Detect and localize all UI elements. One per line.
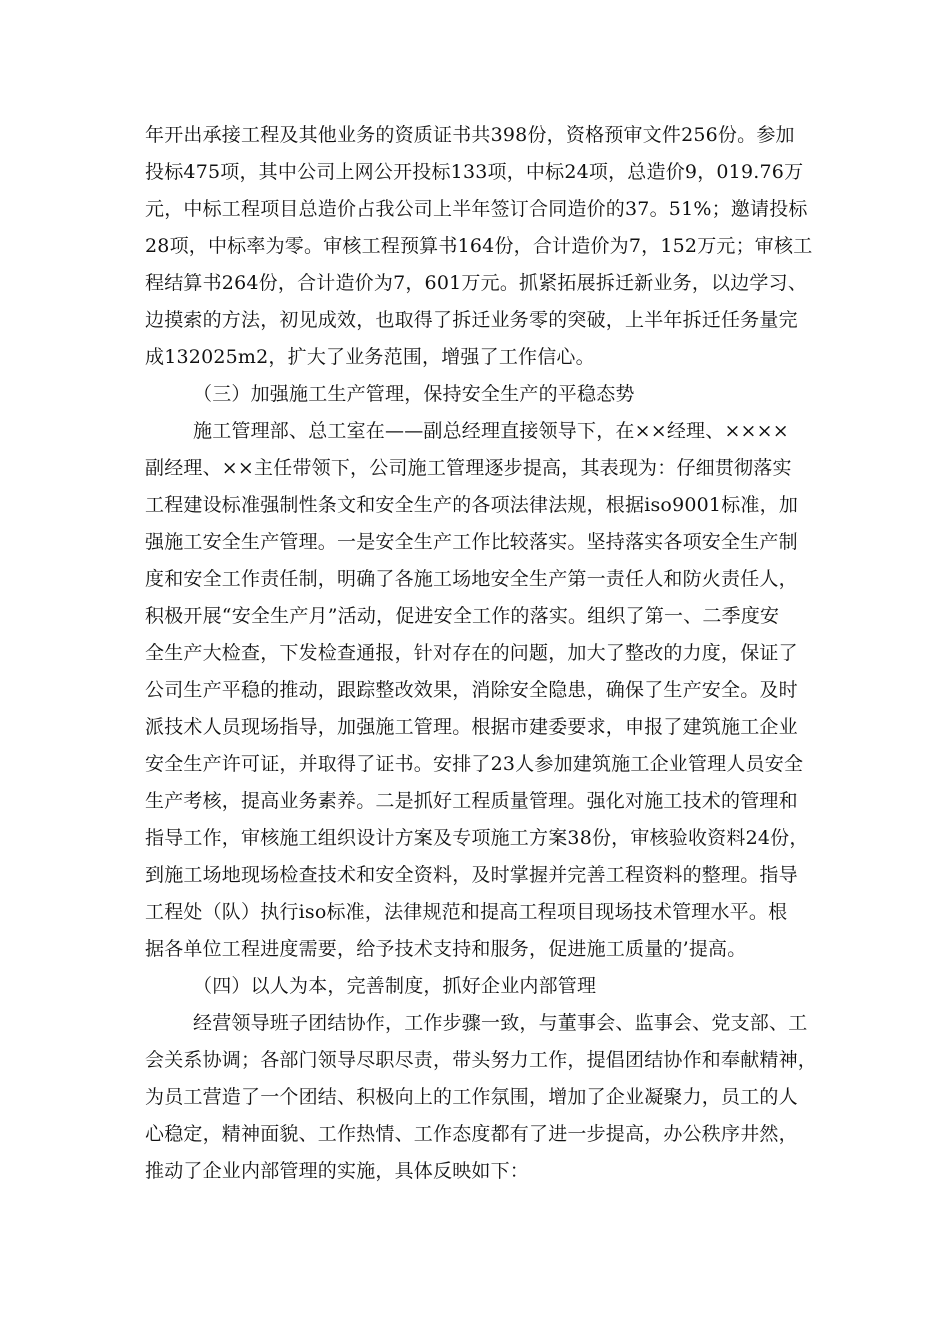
body-text-line: 28项，中标率为零。审核工程预算书164份，合计造价为7，152万元；审核工 [145, 235, 813, 257]
body-text-line: 会关系协调；各部门领导尽职尽责，带头努力工作，提倡团结协作和奉献精神， [145, 1049, 818, 1071]
body-text-line: 边摸索的方法，初见成效，也取得了拆迁业务零的突破，上半年拆迁任务量完 [145, 309, 798, 331]
body-text-line: 工程建设标准强制性条文和安全生产的各项法律法规，根据iso9001标准，加 [145, 494, 799, 516]
body-text-line: 全生产大检查，下发检查通报，针对存在的问题，加大了整改的力度，保证了 [145, 642, 798, 664]
body-text-line: 安全生产许可证，并取得了证书。安排了23人参加建筑施工企业管理人员安全 [145, 753, 804, 775]
body-text-line: 成132025m2，扩大了业务范围，增强了工作信心。 [145, 346, 595, 368]
body-text-line: 指导工作，审核施工组织设计方案及专项施工方案38份，审核验收资料24份， [145, 827, 809, 849]
section-heading-4: （四）以人为本，完善制度，抓好企业内部管理 [193, 975, 597, 997]
section-heading-3: （三）加强施工生产管理，保持安全生产的平稳态势 [193, 383, 635, 405]
body-text-line: 年开出承接工程及其他业务的资质证书共398份，资格预审文件256份。参加 [145, 124, 795, 146]
body-text-line: 元，中标工程项目总造价占我公司上半年签订合同造价的37。51%；邀请投标 [145, 198, 808, 220]
body-text-line: 生产考核，提高业务素养。二是抓好工程质量管理。强化对施工技术的管理和 [145, 790, 798, 812]
body-text-line: 公司生产平稳的推动，跟踪整改效果，消除安全隐患，确保了生产安全。及时 [145, 679, 798, 701]
body-text-line: 施工管理部、总工室在——副总经理直接领导下，在××经理、×××× [193, 420, 789, 442]
body-text-line: 度和安全工作责任制，明确了各施工场地安全生产第一责任人和防火责任人， [145, 568, 798, 590]
body-text-line: 推动了企业内部管理的实施，具体反映如下： [145, 1160, 530, 1182]
body-text-line: 投标475项，其中公司上网公开投标133项，中标24项，总造价9，019.76万 [145, 161, 804, 183]
body-text-line: 到施工场地现场检查技术和安全资料，及时掌握并完善工程资料的整理。指导 [145, 864, 798, 886]
body-text-line: 强施工安全生产管理。一是安全生产工作比较落实。坚持落实各项安全生产制 [145, 531, 798, 553]
body-text-line: 派技术人员现场指导，加强施工管理。根据市建委要求，申报了建筑施工企业 [145, 716, 798, 738]
body-text-line: 副经理、××主任带领下，公司施工管理逐步提高，其表现为：仔细贯彻落实 [145, 457, 792, 479]
body-text-line: 工程处（队）执行iso标准，法律规范和提高工程项目现场技术管理水平。根 [145, 901, 788, 923]
body-text-line: 据各单位工程进度需要，给予技术支持和服务，促进施工质量的’提高。 [145, 938, 747, 960]
body-text-line: 程结算书264份，合计造价为7，601万元。抓紧拓展拆迁新业务，以边学习、 [145, 272, 808, 294]
body-text-line: 心稳定，精神面貌、工作热情、工作态度都有了进一步提高，办公秩序井然， [145, 1123, 798, 1145]
body-text-line: 经营领导班子团结协作，工作步骤一致，与董事会、监事会、党支部、工 [193, 1012, 808, 1034]
body-text-line: 为员工营造了一个团结、积极向上的工作氛围，增加了企业凝聚力，员工的人 [145, 1086, 798, 1108]
body-text-line: 积极开展“安全生产月”活动，促进安全工作的落实。组织了第一、二季度安 [145, 605, 780, 627]
